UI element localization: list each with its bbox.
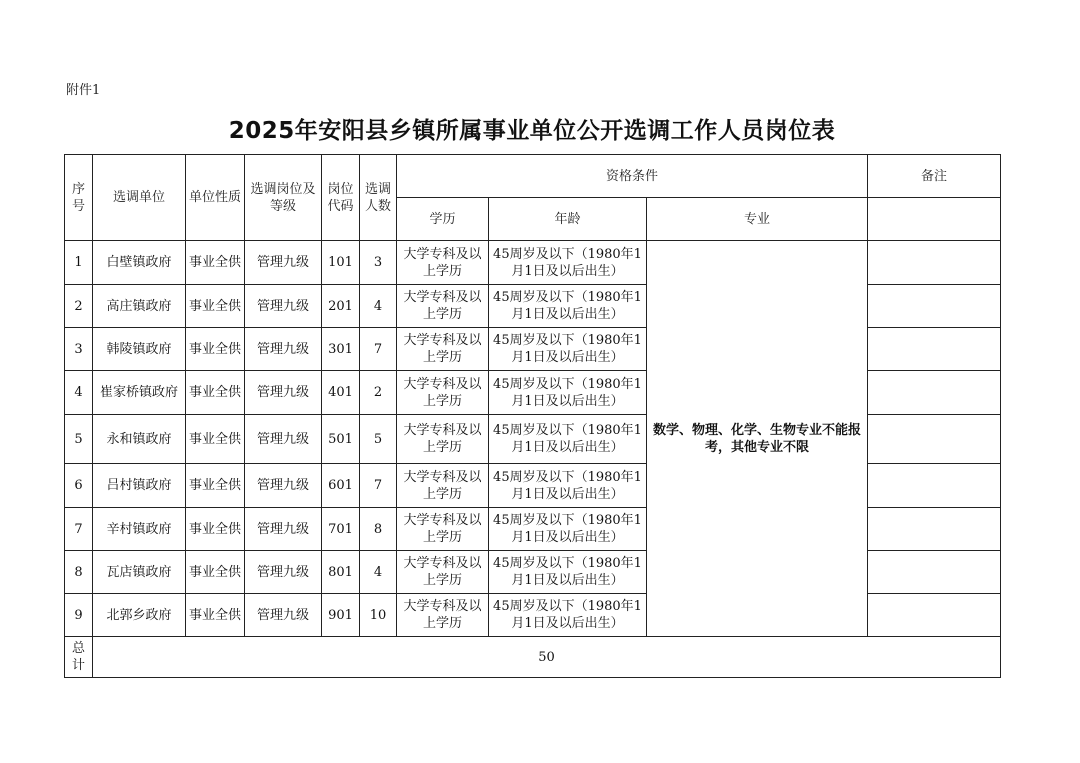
row-remarks-cell bbox=[868, 328, 1001, 371]
row-count-cell: 4 bbox=[360, 551, 397, 594]
row-age-cell: 45周岁及以下（1980年1月1日及以后出生） bbox=[489, 371, 647, 415]
row-code-cell: 801 bbox=[322, 551, 360, 594]
row-remarks-cell bbox=[868, 464, 1001, 508]
row-count-cell: 4 bbox=[360, 285, 397, 328]
row-level-cell: 管理九级 bbox=[245, 415, 322, 464]
total-label: 总计 bbox=[65, 637, 93, 678]
header-row-1 bbox=[65, 155, 1001, 198]
row-remarks-cell bbox=[868, 594, 1001, 637]
row-count-cell: 5 bbox=[360, 415, 397, 464]
row-nature-cell: 事业全供 bbox=[186, 371, 245, 415]
row-unit-cell: 吕村镇政府 bbox=[93, 464, 186, 508]
row-seq-cell: 6 bbox=[65, 464, 93, 508]
row-education-cell: 大学专科及以上学历 bbox=[397, 328, 489, 371]
header-qualifications: 资格条件 bbox=[397, 155, 868, 198]
header-age: 年龄 bbox=[489, 198, 647, 241]
row-code-cell: 401 bbox=[322, 371, 360, 415]
row-education-cell: 大学专科及以上学历 bbox=[397, 415, 489, 464]
row-unit-cell: 永和镇政府 bbox=[93, 415, 186, 464]
row-unit-cell: 高庄镇政府 bbox=[93, 285, 186, 328]
row-count-cell: 3 bbox=[360, 241, 397, 285]
page-title: 2025年安阳县乡镇所属事业单位公开选调工作人员岗位表 bbox=[228, 118, 836, 144]
positions-table bbox=[64, 154, 1001, 678]
row-education-cell: 大学专科及以上学历 bbox=[397, 508, 489, 551]
row-code-cell: 201 bbox=[322, 285, 360, 328]
row-remarks-cell bbox=[868, 508, 1001, 551]
row-age-cell: 45周岁及以下（1980年1月1日及以后出生） bbox=[489, 241, 647, 285]
row-remarks-cell bbox=[868, 551, 1001, 594]
row-remarks-cell bbox=[868, 241, 1001, 285]
row-nature-cell: 事业全供 bbox=[186, 508, 245, 551]
row-level-cell: 管理九级 bbox=[245, 241, 322, 285]
header-education: 学历 bbox=[397, 198, 489, 241]
row-count-cell: 7 bbox=[360, 328, 397, 371]
row-unit-cell: 崔家桥镇政府 bbox=[93, 371, 186, 415]
row-seq-cell: 5 bbox=[65, 415, 93, 464]
row-level-cell: 管理九级 bbox=[245, 508, 322, 551]
total-value: 50 bbox=[93, 637, 1001, 678]
header-remarks-blank bbox=[868, 198, 1001, 241]
row-code-cell: 301 bbox=[322, 328, 360, 371]
row-nature-cell: 事业全供 bbox=[186, 328, 245, 371]
row-code-cell: 501 bbox=[322, 415, 360, 464]
row-nature-cell: 事业全供 bbox=[186, 285, 245, 328]
row-level-cell: 管理九级 bbox=[245, 285, 322, 328]
row-education-cell: 大学专科及以上学历 bbox=[397, 594, 489, 637]
row-remarks-cell bbox=[868, 415, 1001, 464]
header-unit: 选调单位 bbox=[93, 155, 186, 241]
row-count-cell: 2 bbox=[360, 371, 397, 415]
row-nature-cell: 事业全供 bbox=[186, 594, 245, 637]
row-unit-cell: 辛村镇政府 bbox=[93, 508, 186, 551]
row-count-cell: 7 bbox=[360, 464, 397, 508]
row-education-cell: 大学专科及以上学历 bbox=[397, 241, 489, 285]
row-age-cell: 45周岁及以下（1980年1月1日及以后出生） bbox=[489, 508, 647, 551]
row-level-cell: 管理九级 bbox=[245, 371, 322, 415]
row-seq-cell: 3 bbox=[65, 328, 93, 371]
header-count: 选调人数 bbox=[360, 155, 397, 241]
table-row bbox=[65, 241, 1001, 285]
total-row bbox=[65, 637, 1001, 678]
row-remarks-cell bbox=[868, 371, 1001, 415]
header-code: 岗位代码 bbox=[322, 155, 360, 241]
row-education-cell: 大学专科及以上学历 bbox=[397, 551, 489, 594]
row-count-cell: 10 bbox=[360, 594, 397, 637]
header-seq: 序号 bbox=[65, 155, 93, 241]
row-age-cell: 45周岁及以下（1980年1月1日及以后出生） bbox=[489, 285, 647, 328]
row-seq-cell: 7 bbox=[65, 508, 93, 551]
row-nature-cell: 事业全供 bbox=[186, 551, 245, 594]
row-seq-cell: 1 bbox=[65, 241, 93, 285]
row-education-cell: 大学专科及以上学历 bbox=[397, 464, 489, 508]
header-nature: 单位性质 bbox=[186, 155, 245, 241]
row-age-cell: 45周岁及以下（1980年1月1日及以后出生） bbox=[489, 328, 647, 371]
row-age-cell: 45周岁及以下（1980年1月1日及以后出生） bbox=[489, 464, 647, 508]
row-code-cell: 101 bbox=[322, 241, 360, 285]
row-unit-cell: 瓦店镇政府 bbox=[93, 551, 186, 594]
row-level-cell: 管理九级 bbox=[245, 551, 322, 594]
header-level: 选调岗位及等级 bbox=[245, 155, 322, 241]
row-level-cell: 管理九级 bbox=[245, 464, 322, 508]
major-requirement-cell: 数学、物理、化学、生物专业不能报考，其他专业不限 bbox=[647, 241, 868, 637]
row-seq-cell: 9 bbox=[65, 594, 93, 637]
row-education-cell: 大学专科及以上学历 bbox=[397, 285, 489, 328]
row-code-cell: 701 bbox=[322, 508, 360, 551]
row-seq-cell: 4 bbox=[65, 371, 93, 415]
row-nature-cell: 事业全供 bbox=[186, 241, 245, 285]
row-unit-cell: 北郭乡政府 bbox=[93, 594, 186, 637]
row-age-cell: 45周岁及以下（1980年1月1日及以后出生） bbox=[489, 415, 647, 464]
row-code-cell: 901 bbox=[322, 594, 360, 637]
row-age-cell: 45周岁及以下（1980年1月1日及以后出生） bbox=[489, 551, 647, 594]
row-count-cell: 8 bbox=[360, 508, 397, 551]
row-code-cell: 601 bbox=[322, 464, 360, 508]
row-seq-cell: 8 bbox=[65, 551, 93, 594]
row-nature-cell: 事业全供 bbox=[186, 464, 245, 508]
attachment-label: 附件1 bbox=[66, 83, 101, 98]
row-level-cell: 管理九级 bbox=[245, 594, 322, 637]
header-major: 专业 bbox=[647, 198, 868, 241]
header-remarks: 备注 bbox=[868, 155, 1001, 198]
row-unit-cell: 韩陵镇政府 bbox=[93, 328, 186, 371]
row-age-cell: 45周岁及以下（1980年1月1日及以后出生） bbox=[489, 594, 647, 637]
row-level-cell: 管理九级 bbox=[245, 328, 322, 371]
row-remarks-cell bbox=[868, 285, 1001, 328]
row-education-cell: 大学专科及以上学历 bbox=[397, 371, 489, 415]
row-unit-cell: 白壁镇政府 bbox=[93, 241, 186, 285]
row-nature-cell: 事业全供 bbox=[186, 415, 245, 464]
row-seq-cell: 2 bbox=[65, 285, 93, 328]
